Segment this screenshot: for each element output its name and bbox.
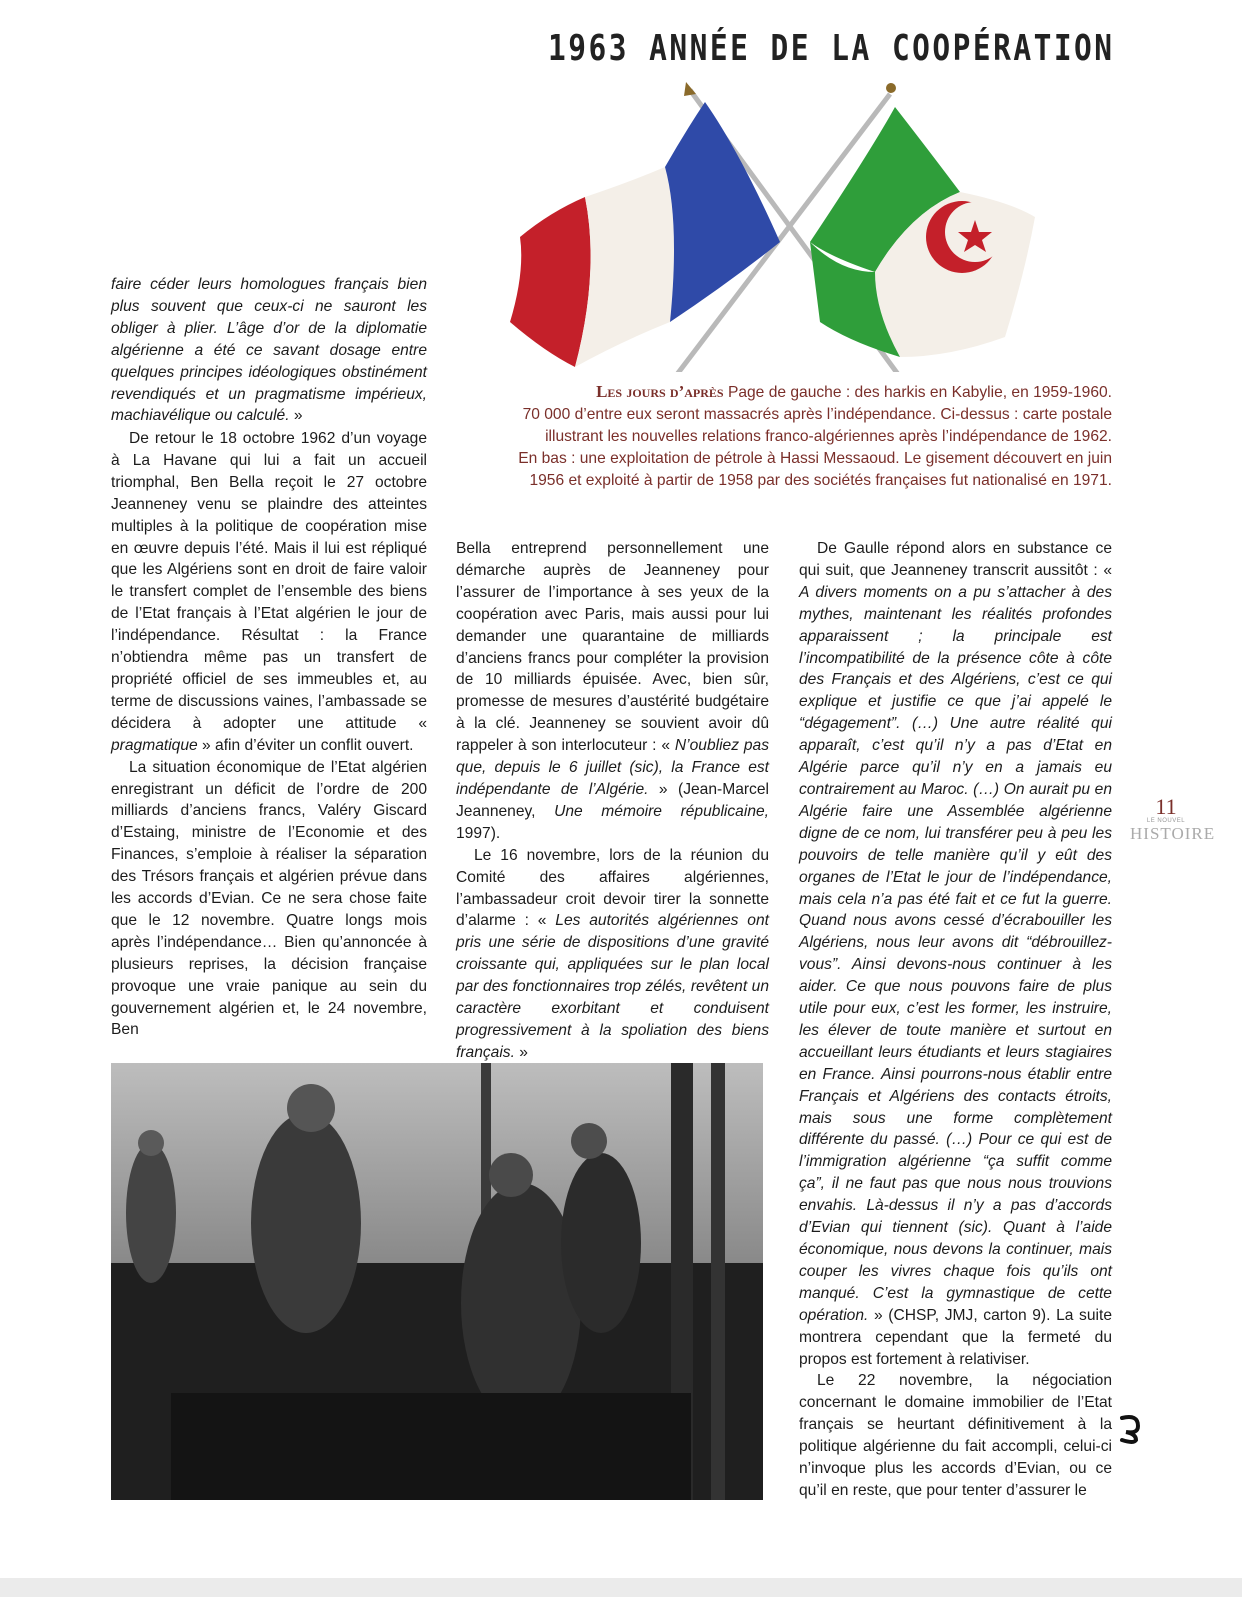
page-folio: [1130, 794, 1216, 843]
column-1-quote: [111, 274, 427, 427]
oil-field-photo: [111, 1063, 763, 1500]
photo-caption: [480, 381, 1112, 492]
caption-label: Les jours d’après: [596, 382, 724, 401]
text-run: Le 16 novembre, lors de la réunion du Comité des affaires algériennes, l’ambassadeur croit devoir tirer la sonnette d’alarme : «: [456, 846, 769, 930]
paragraph: La situation économique de l’Etat algérien enregistrant un déficit de l’ordre de 200 milliards d’anciens francs, Valéry Giscard d’Estaing, ministre de l’Economie et des Finances, s’emploie à réaliser la séparation des Trésors français et algérien prévue dans les accords d’Evian. Ce ne sera chose faite que le 12 novembre. Quatre longs mois après l’indépendance… Bien qu’annoncée à plusieurs reprises, la décision française provoque une vraie panique au sein du gouvernement algérien et, le 24 novembre, Ben: [111, 758, 427, 1039]
flags-illustration: [480, 72, 1040, 372]
column-3: [799, 538, 1112, 1502]
text-run: De retour le 18 octobre 1962 d’un voyage à La Havane qui lui a fait un accueil triomphal, Ben Bella reçoit le 27 octobre Jeanneney venu se plaindre des atteintes multiples à la politique de coopération mise en œuvre depuis l’été. Mais il lui est répliqué que les Algériens sont en droit de faire valoir le transfert complet de l’ensemble des biens de l’Etat français à l’Etat algérien le jour de l’indépendance. Résultat : la France n’obtiendra même pas un transfert de propriété officiel de ses immeubles et, au terme de discussions vaines, l’ambassade se décidera à adopter une attitude «: [111, 430, 427, 732]
caption-line: Page de gauche : des harkis en Kabylie, en 1959-1960.: [727, 384, 1112, 401]
text-run-italic: Les autorités algériennes ont pris une série de dispositions d’une gravité croissante qui, appliquées sur le plan local par des fonctionnaires trop zélés, revêtent un caractère exorbitant et conduisent progressivement à la spoliation des biens français.: [456, 912, 769, 1061]
paragraph: [799, 538, 1112, 1370]
text-run-italic: A divers moments on a pu s’attacher à des mythes, maintenant les réalités profondes apparaissent ; la principale est l’incompatibilité de la présence côte à côte des Français et des Algériens, c’est ce qui explique et justifie ce que j’ai appelé le “dégagement”. (…) Une autre réalité qui apparaît, c’est qu’il n’y a pas d’Etat en Algérie parce qu’il n’y en a jamais eu contrairement au Maroc. (…) On aurait pu en Algérie faire une Assemblée algérienne digne de ce nom, lui transférer peu à peu les pouvoirs de telle manière qu’il y eût des organes de l’Etat le jour de l’indépendance, mais cela n’a pas été fait et ce fut la guerre. Quand nous avons cessé d’écrabouiller les Algériens, nous leur avons dit “débrouillez-vous”. Ainsi devons-nous continuer à les aider. Ce que nous pouvons faire de plus utile pour eux, c’est les former, les instruire, les élever de toute manière et surtout en accueillant leurs étudiants et leurs stagiaires en France. Ainsi pourrons-nous établir entre Français et Algériens des contacts étroits, mais sous une forme complètement différente du passé. (…) Pour ce qui est de l’immigration algérienne “ça suffit comme ça”, il ne faut pas que nous nous trouvions envahis. Là-dessus il n’y a pas d’accords d’Evian qui tiennent (sic). Quant à l’aide économique, nous devons la continuer, mais couper les vivres chaque fois qu’ils ont manqué. C’est la gymnastique de cette opération.: [799, 583, 1112, 1324]
page-title: 1963 ANNÉE DE LA COOPÉRATION: [548, 28, 1115, 69]
continue-arrow-icon: [1116, 1412, 1144, 1444]
text-run: » (CHSP, JMJ, carton 9). La suite montrera cependant que la fermeté du propos est fortement à relativiser.: [799, 1306, 1112, 1368]
text-run-italic: N’oubliez pas que, depuis le 6 juillet (sic), la France est indépendante de l’Algérie.: [456, 737, 769, 798]
paragraph: [111, 428, 427, 757]
caption-line: 70 000 d’entre eux seront massacrés après l’indépendance. Ci-dessus : carte postale: [522, 406, 1112, 423]
paragraph: [456, 538, 769, 845]
algerian-flag: [810, 107, 1035, 357]
caption-line: En bas : une exploitation de pétrole à Hassi Messaoud. Le gisement découvert en juin: [518, 450, 1112, 467]
caption-line: 1956 et exploité à partir de 1958 par des sociétés françaises fut nationalisé en 1971.: [529, 472, 1112, 489]
text-run: 1997).: [456, 824, 501, 842]
magazine-name-small: LE NOUVEL: [1146, 818, 1186, 824]
column-1: [111, 428, 427, 1041]
text-run: » afin d’éviter un conflit ouvert.: [197, 736, 414, 754]
text-run: » (Jean-Marcel Jeanneney,: [456, 780, 769, 820]
paragraph: Le 22 novembre, la négociation concernant le domaine immobilier de l’Etat français se heurtant définitivement à la politique algérienne du fait accompli, celui-ci n’invoque plus les accords d’Evian, ou ce qu’il en reste, que pour tenter d’assurer le: [799, 1372, 1112, 1499]
quote-text: faire céder leurs homologues français bien plus souvent que ceux-ci ne sauront les obliger à plier. L’âge d’or de la diplomatie algérienne a été ce savant dosage entre quelques principes idéologiques obstinément revendiqués et un pragmatisme impérieux, machiavélique ou calculé.: [111, 276, 427, 425]
quote-close: »: [289, 407, 303, 425]
magazine-name: HISTOIRE: [1130, 824, 1216, 843]
caption-line: illustrant les nouvelles relations franco-algériennes après l’indépendance de 1962.: [545, 428, 1112, 445]
column-2: [456, 538, 769, 1064]
french-flag: [510, 102, 780, 367]
text-run: De Gaulle répond alors en substance ce qui suit, que Jeanneney transcrit aussitôt : «: [799, 540, 1112, 579]
paragraph: [456, 845, 769, 1064]
text-run-italic: Une mémoire républicaine,: [554, 802, 769, 820]
text-run: »: [514, 1043, 528, 1061]
bottom-bar: [0, 1578, 1242, 1597]
page-number: 11: [1155, 794, 1177, 819]
text-run: Bella entreprend personnellement une démarche auprès de Jeanneney pour l’assurer de l’importance à ses yeux de la coopération avec Paris, mais aussi pour lui demander une quarantaine de milliards d’anciens francs pour compléter la provision de 10 milliards épuisée. Avec, bien sûr, promesse de mesures d’austérité budgétaire à la clé. Jeanneney se souvient avoir dû rappeler à son interlocuteur : «: [456, 540, 769, 755]
text-run-italic: pragmatique: [111, 736, 198, 754]
